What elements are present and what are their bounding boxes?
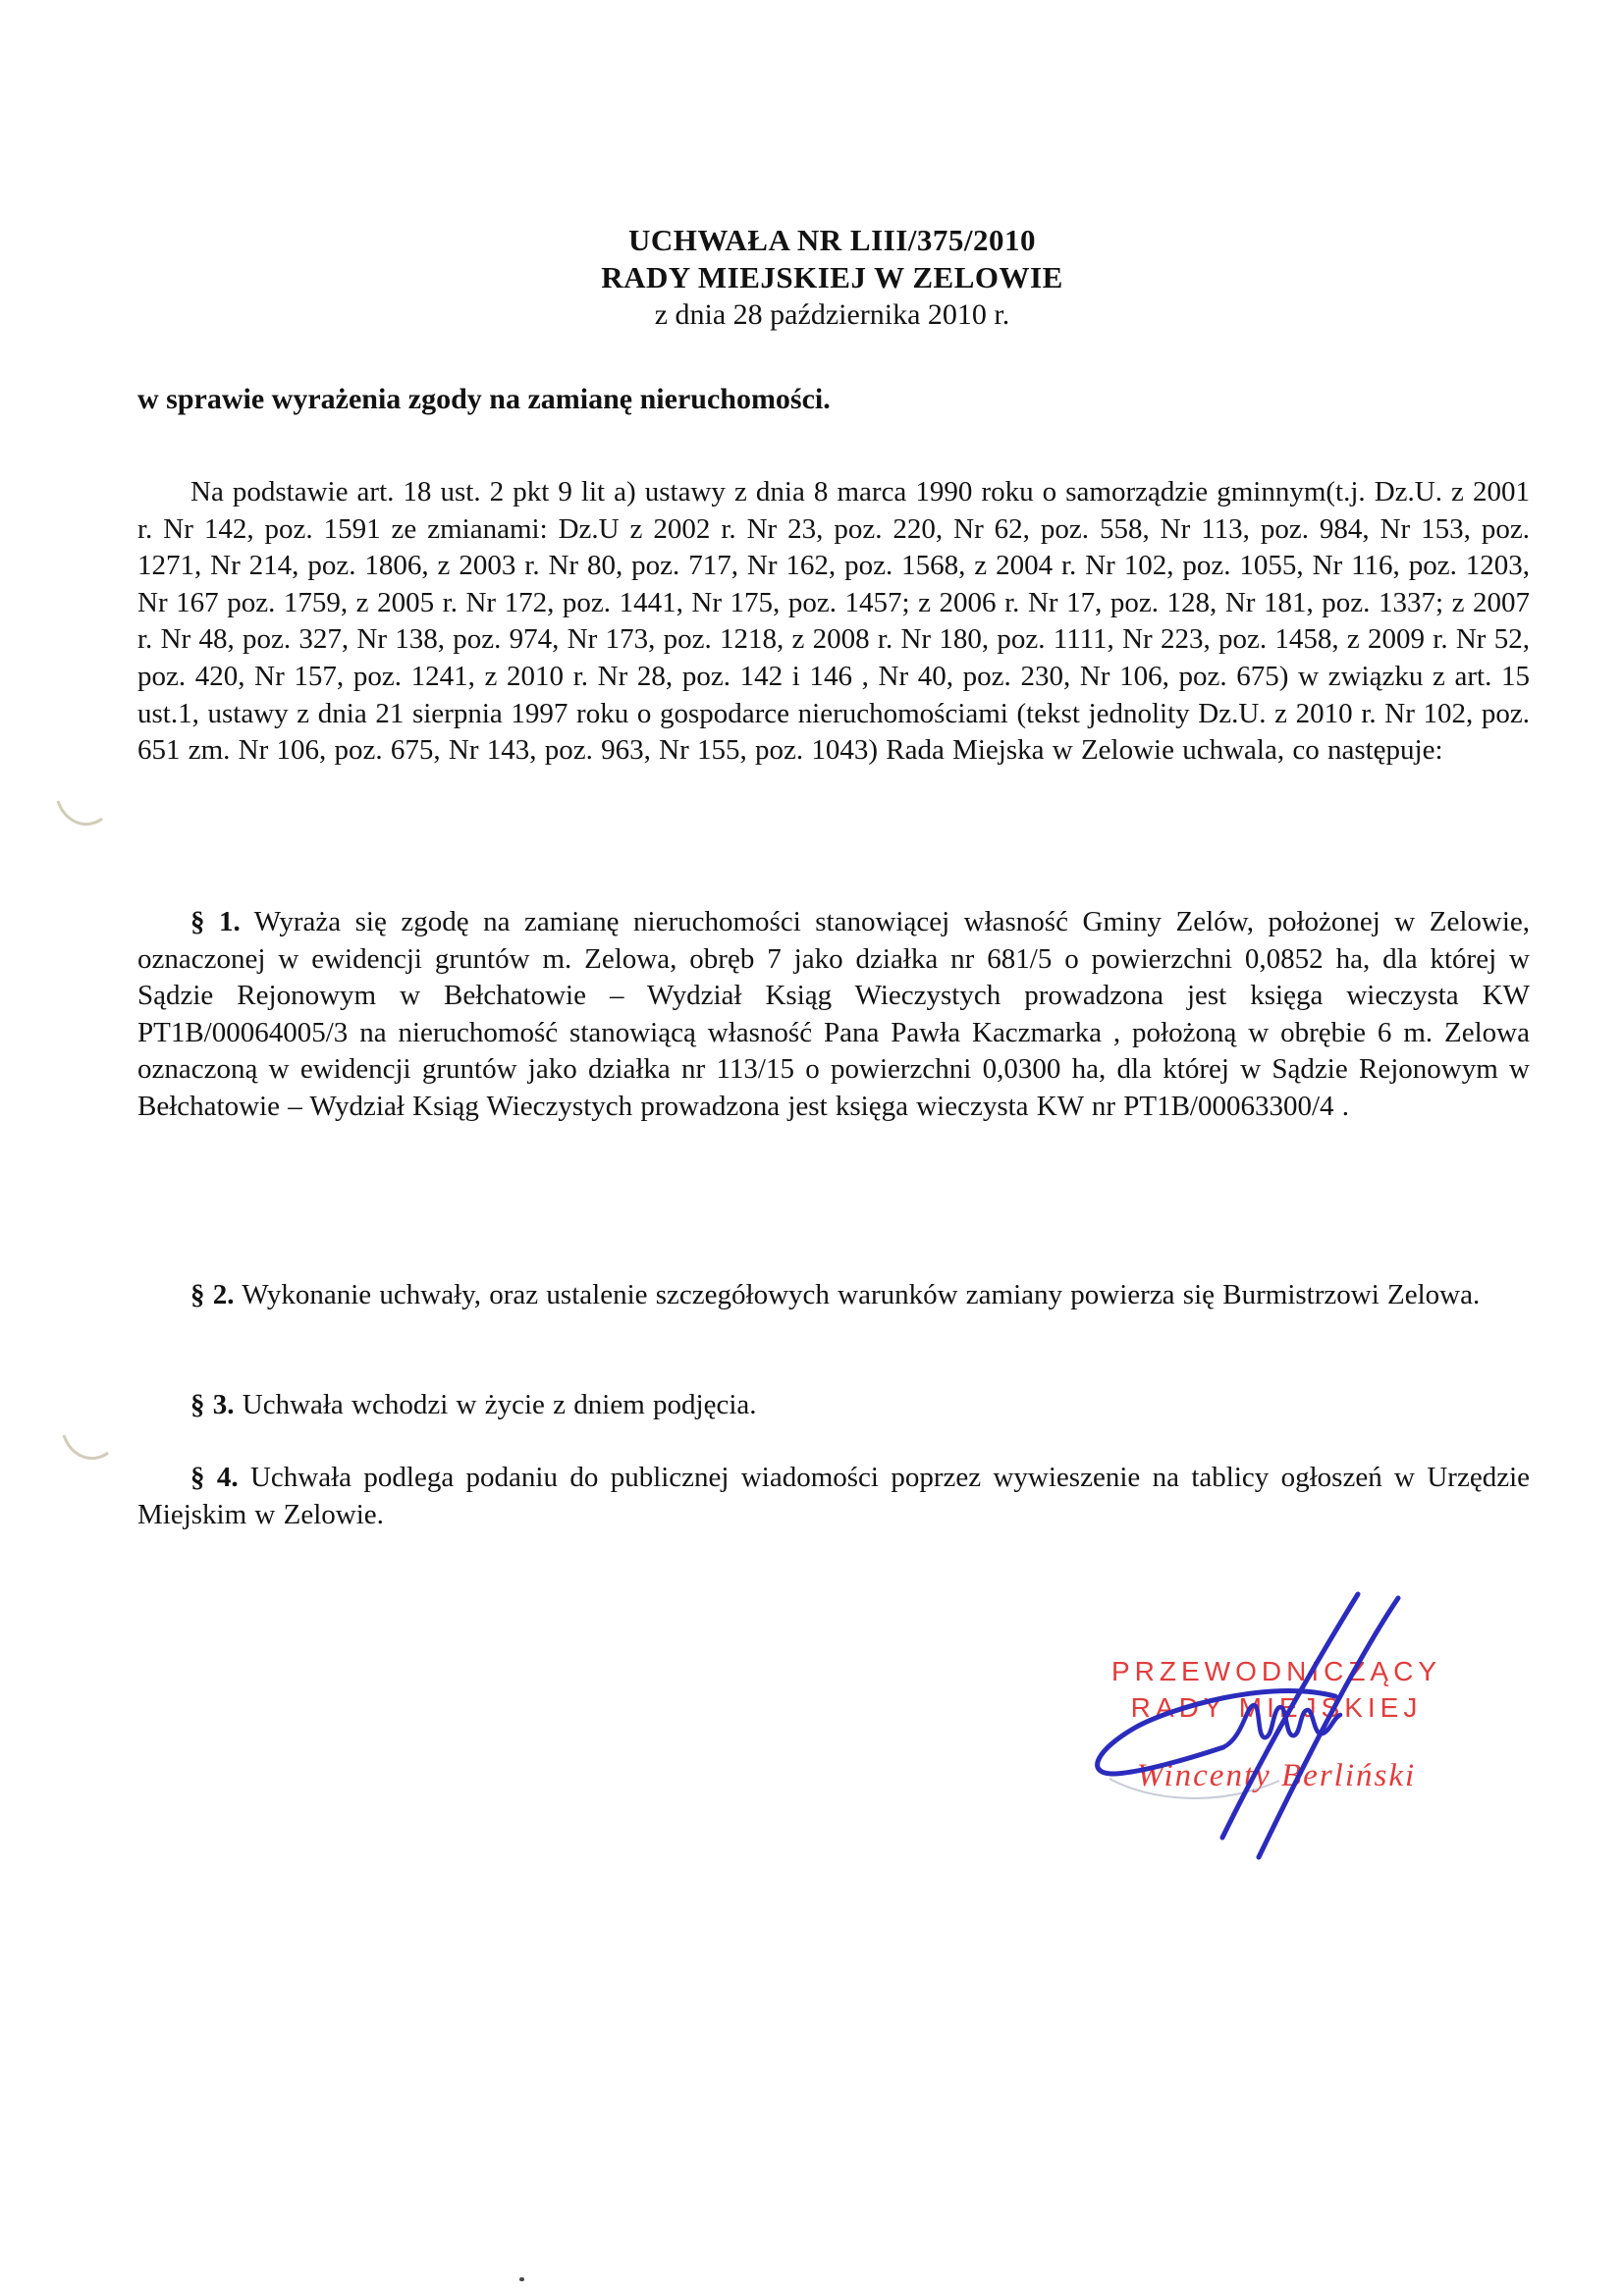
section-1-paragraph	[137, 904, 1530, 1126]
stamp-title-line1: PRZEWODNICZĄCY	[1111, 1656, 1441, 1686]
stamp-chairman-name: Wincenty Berliński	[1136, 1758, 1417, 1793]
scan-artifact-curve-2	[61, 1431, 112, 1468]
section-3-marker: § 3.	[190, 1389, 235, 1420]
stamp-title-line2: RADY MIEJSKIEJ	[1130, 1692, 1423, 1723]
section-1-text: Wyraża się zgodę na zamianę nieruchomości stanowiącej własność Gminy Zelów, położonej w Zelowie, oznaczonej w ewidencji gruntów m. Zelowa, obręb 7 jako działka nr 681/5 o powierzchni 0,0852 ha, dla której w Sądzie Rejonowym w Bełchatowie – Wydział Ksiąg Wieczystych prowadzona jest księga wieczysta KW PT1B/00064005/3 na nieruchomość stanowiącą własność Pana Pawła Kaczmarka , położoną w obrębie 6 m. Zelowa oznaczoną w ewidencji gruntów jako działka nr 113/15 o powierzchni 0,0300 ha, dla której w Sądzie Rejonowym w Bełchatowie – Wydział Ksiąg Wieczystych prowadzona jest księga wieczysta KW nr PT1B/00063300/4 .	[137, 906, 1531, 1122]
section-2-text: Wykonanie uchwały, oraz ustalenie szczegółowych warunków zamiany powierza się Burmistrzowi Zelowa.	[242, 1279, 1481, 1310]
scan-speck	[519, 2277, 524, 2281]
section-4-paragraph	[137, 1460, 1530, 1533]
section-3-paragraph	[137, 1387, 1530, 1424]
section-1-marker: § 1.	[190, 906, 241, 937]
section-4-marker: § 4.	[190, 1462, 239, 1493]
section-4-text: Uchwała podlega podaniu do publicznej wiadomości poprzez wywieszenie na tablicy ogłoszeń w Urzędzie Miejskim w Zelowie.	[137, 1462, 1530, 1530]
section-3-text: Uchwała wchodzi w życie z dniem podjęcia.	[242, 1389, 757, 1420]
handwritten-signature	[1041, 1571, 1492, 1875]
resolution-number: UCHWAŁA NR LIII/375/2010	[627, 223, 1037, 257]
legal-basis-paragraph: Na podstawie art. 18 ust. 2 pkt 9 lit a) ustawy z dnia 8 marca 1990 roku o samorządzie gminnym(t.j. Dz.U. z 2001 r. Nr 142, poz. 1591 ze zmianami: Dz.U z 2002 r. Nr 23, poz. 220, Nr 62, poz. 558, Nr 113, poz. 984, Nr 153, poz. 1271, Nr 214, poz. 1806, z 2003 r. Nr 80, poz. 717, Nr 162, poz. 1568, z 2004 r. Nr 102, poz. 1055, Nr 116, poz. 1203, Nr 167 poz. 1759, z 2005 r. Nr 172, poz. 1441, Nr 175, poz. 1457; z 2006 r. Nr 17, poz. 128, Nr 181, poz. 1337; z 2007 r. Nr 48, poz. 327, Nr 138, poz. 974, Nr 173, poz. 1218, z 2008 r. Nr 180, poz. 1111, Nr 223, poz. 1458, z 2009 r. Nr 52, poz. 420, Nr 157, poz. 1241, z 2010 r. Nr 28, poz. 142 i 146 , Nr 40, poz. 230, Nr 106, poz. 675) w związku z art. 15 ust.1, ustawy z dnia 21 sierpnia 1997 roku o gospodarce nieruchomościami (tekst jednolity Dz.U. z 2010 r. Nr 102, poz. 651 zm. Nr 106, poz. 675, Nr 143, poz. 963, Nr 155, poz. 1043) Rada Miejska w Zelowie uchwala, co następuje:	[137, 476, 1530, 767]
scan-artifact-curve-1	[55, 797, 106, 834]
issuing-council: RADY MIEJSKIEJ W ZELOWIE	[601, 260, 1063, 294]
resolution-subject: w sprawie wyrażenia zgody na zamianę nieruchomości.	[137, 383, 831, 415]
resolution-date: z dnia 28 października 2010 r.	[654, 298, 1010, 331]
section-2-marker: § 2.	[190, 1279, 235, 1310]
document-title-block	[137, 222, 1527, 334]
section-2-paragraph	[137, 1277, 1530, 1314]
